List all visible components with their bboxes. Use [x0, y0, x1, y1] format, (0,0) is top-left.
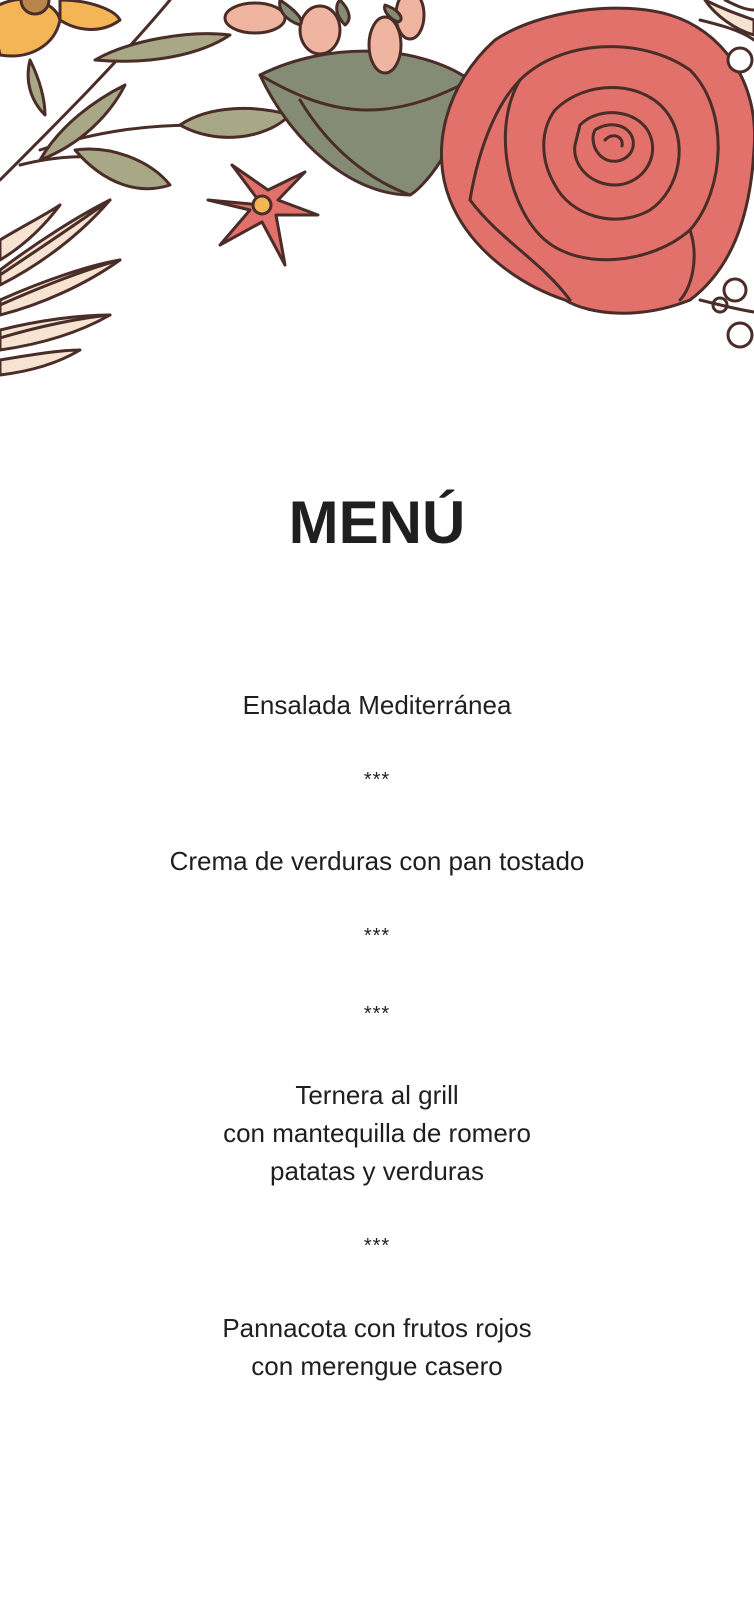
page-title: MENÚ	[288, 489, 466, 556]
star-flower-icon	[208, 165, 318, 265]
course-4-line-2: con merengue casero	[251, 1351, 503, 1381]
course-3-line-3: patatas y verduras	[270, 1156, 484, 1186]
separator-3: ***	[363, 1003, 391, 1025]
separator-4: ***	[363, 1235, 391, 1257]
large-leaf-icon	[260, 51, 470, 195]
separator-1: ***	[363, 769, 391, 791]
rose-icon	[441, 8, 754, 313]
yellow-flower-icon	[0, 0, 120, 56]
course-2-line-1: Crema de verduras con pan tostado	[169, 846, 585, 876]
floral-decoration	[0, 0, 754, 380]
course-1-line-1: Ensalada Mediterránea	[242, 690, 512, 720]
course-4-line-1: Pannacota con frutos rojos	[222, 1313, 532, 1343]
palm-frond-icon	[0, 200, 120, 375]
course-3-line-1: Ternera al grill	[295, 1080, 459, 1110]
course-3-line-2: con mantequilla de romero	[223, 1118, 531, 1148]
separator-2: ***	[363, 925, 391, 947]
